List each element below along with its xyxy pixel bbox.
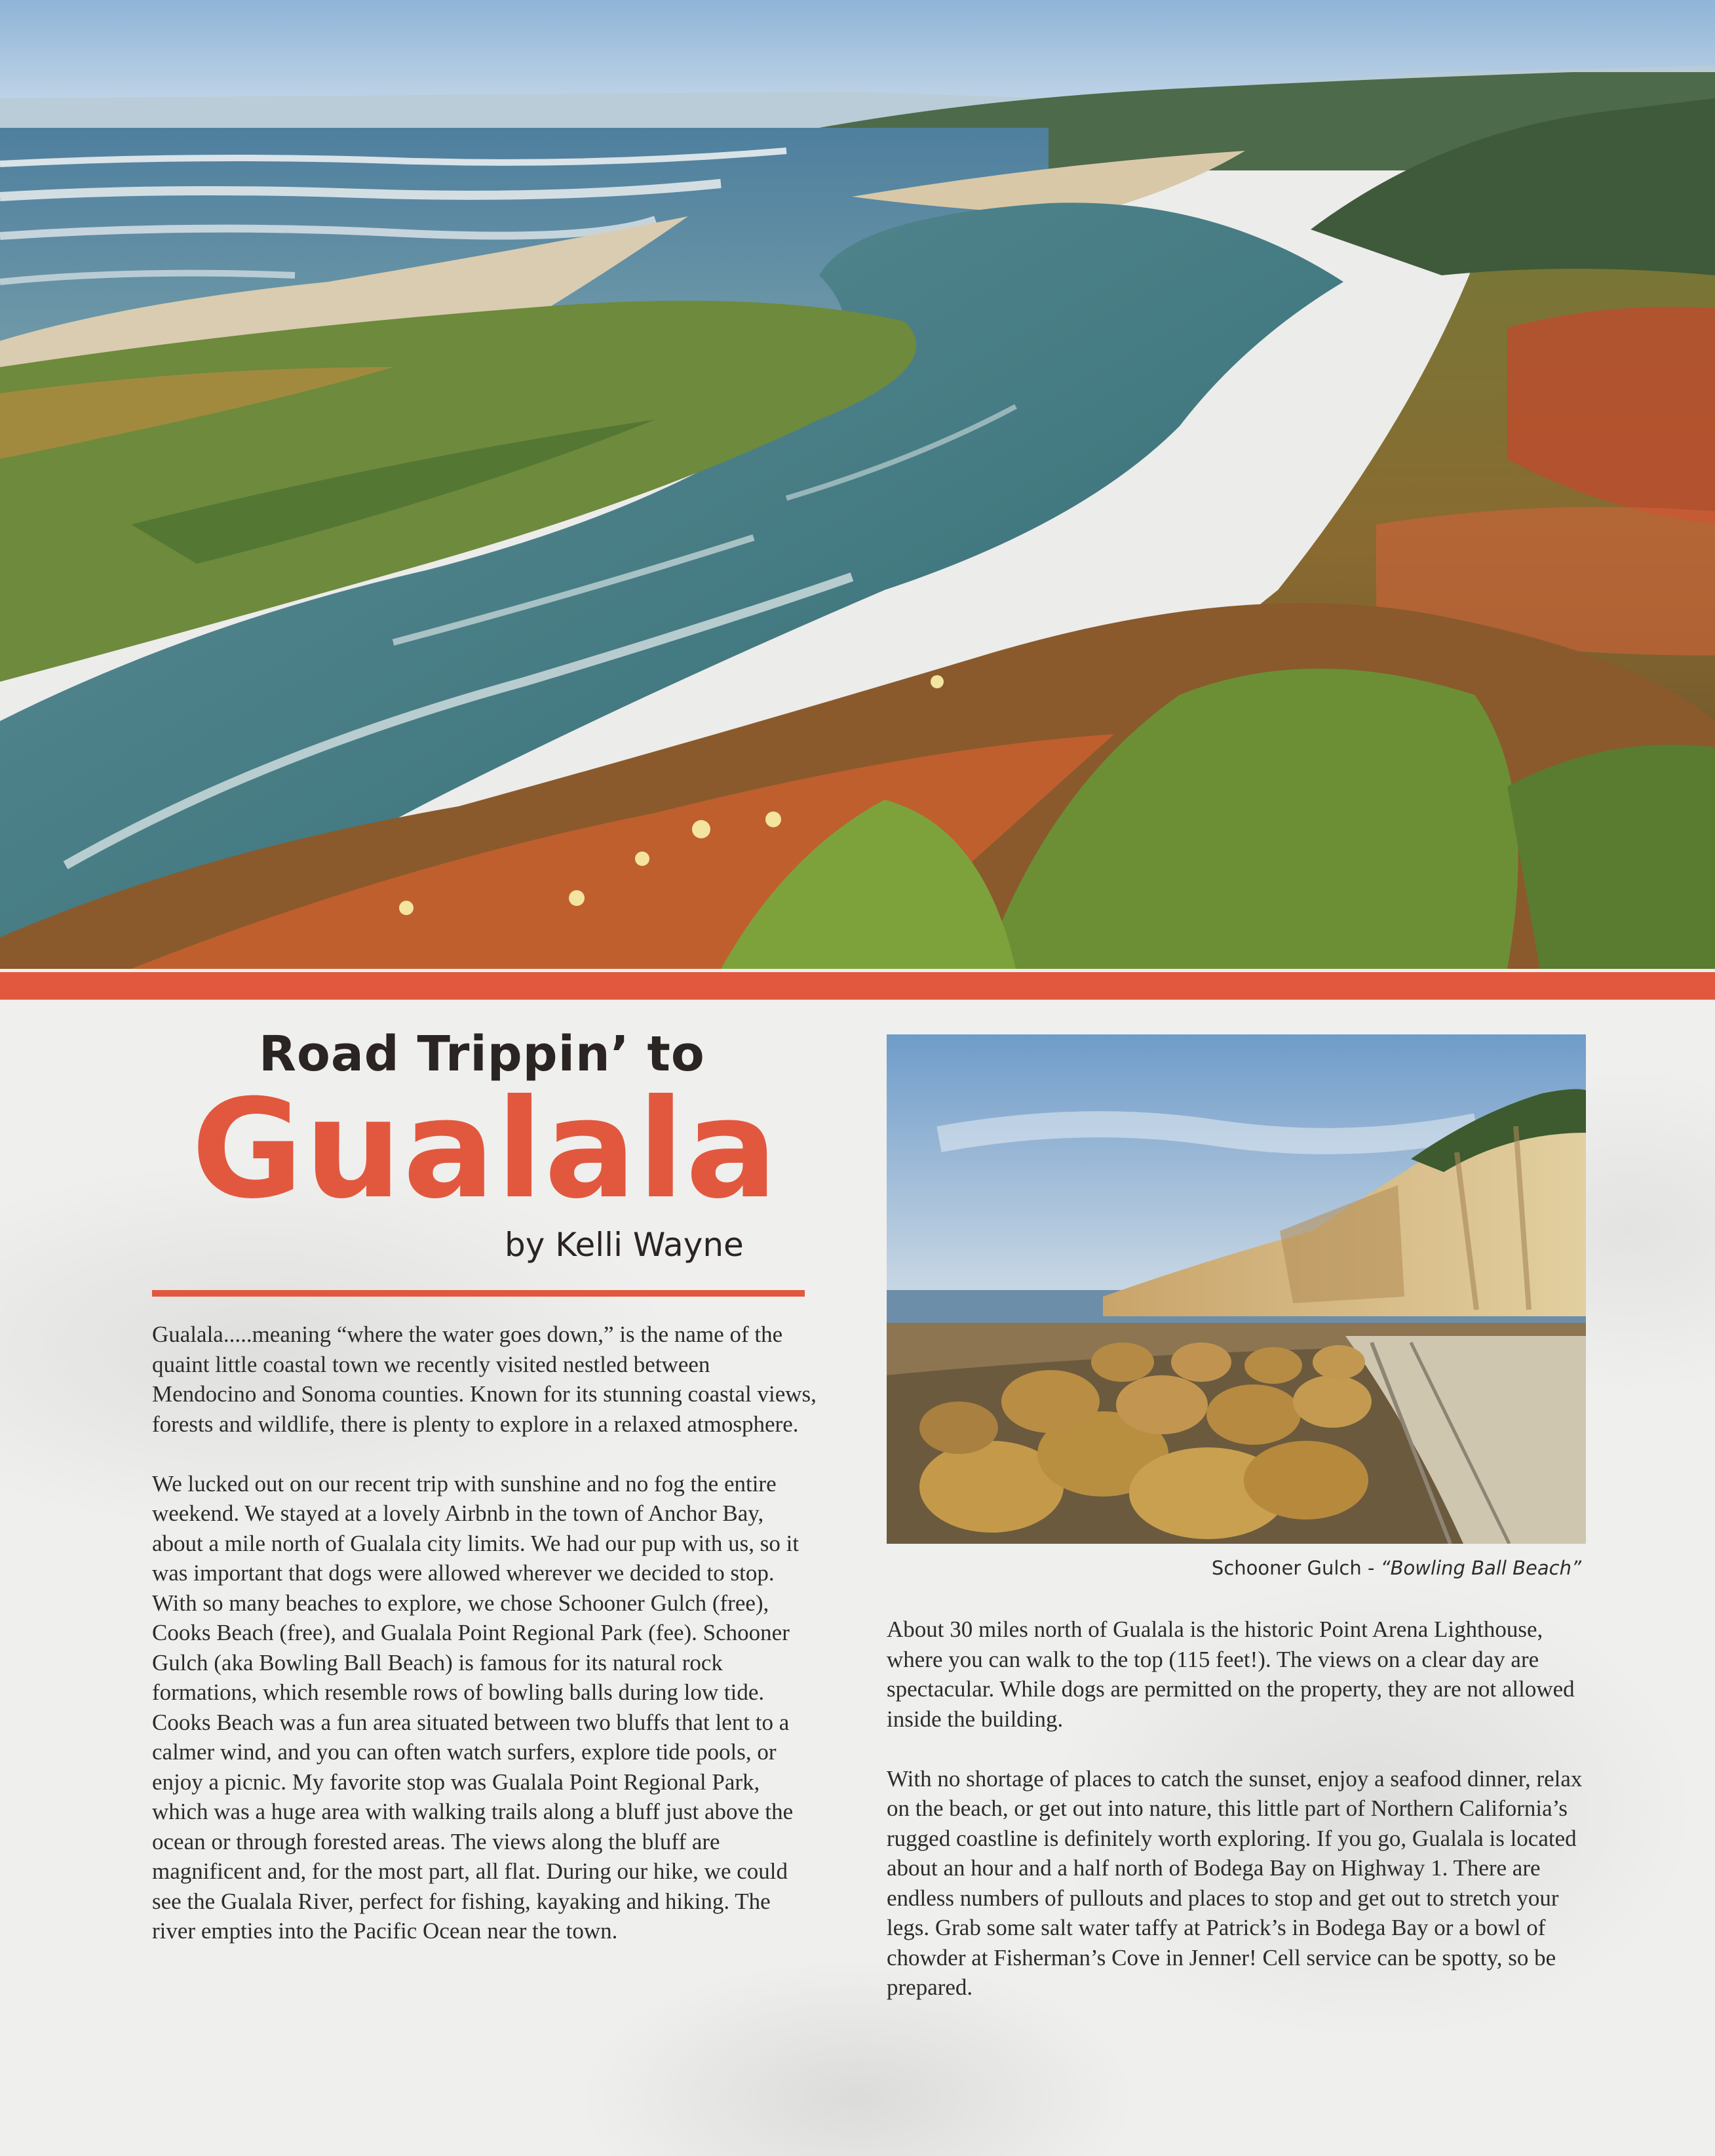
right-column (887, 1615, 1587, 2032)
title-rule (152, 1290, 805, 1297)
beach-photo (887, 1034, 1586, 1544)
caption-name: “Bowling Ball Beach” (1380, 1557, 1581, 1579)
caption-place: Schooner Gulch - (1211, 1557, 1381, 1579)
byline: by Kelli Wayne (505, 1226, 744, 1264)
paragraph: With no shortage of places to catch the sunset, enjoy a seafood dinner, relax on the beach, or get out into nature, this little part of Northern California’s rugged coastline is definitely worth exploring. If you go, Gualala is located about an hour and a half north of Bodega Bay on Highway 1. There are endless numbers of pullouts and places to stop and get out to stretch your legs. Grab some salt water taffy at Patrick’s in Bodega Bay or a bowl of chowder at Fisherman’s Cove in Jenner! Cell service can be spotty, so be prepared. (887, 1765, 1583, 2000)
left-column (152, 1320, 817, 1976)
title-line-2: Gualala (191, 1070, 779, 1229)
paragraph: Gualala.....meaning “where the water goes down,” is the name of the quaint little coastal town we recently visited nestled between Mendocino and Sonoma counties. Known for its stunning coastal views, forests and wildlife, there is plenty to explore in a relaxed atmosphere. (152, 1322, 817, 1437)
accent-stripe (0, 972, 1715, 1003)
hero-photo (0, 0, 1715, 969)
photo-caption (887, 1557, 1581, 1579)
title-line-1: Road Trippin’ to (259, 1026, 705, 1082)
paragraph: About 30 miles north of Gualala is the historic Point Arena Lighthouse, where you can walk to the top (115 feet!). The views on a clear day are spectacular. While dogs are permitted on the property, they are not allowed inside the building. (887, 1617, 1575, 1732)
paragraph: We lucked out on our recent trip with sunshine and no fog the entire weekend. We stayed at a lovely Airbnb in the town of Anchor Bay, about a mile north of Gualala city limits. We had our pup with us, so it was important that dogs were allowed wherever we decided to stop. With so many beaches to explore, we chose Schooner Gulch (free), Cooks Beach (free), and Gualala Point Regional Park (fee). Schooner Gulch (aka Bowling Ball Beach) is famous for its natural rock formations, which resemble rows of bowling balls during low tide. Cooks Beach was a fun area situated between two bluffs that lent to a calmer wind, and you can often watch surfers, explore tide pools, or enjoy a picnic. My favorite stop was Gualala Point Regional Park, which was a huge area with walking trails along a bluff just above the ocean or through forested areas. The views along the bluff are magnificent and, for the most part, all flat. During our hike, we could see the Gualala River, perfect for fishing, kayaking and hiking. The river empties into the Pacific Ocean near the town. (152, 1470, 800, 1944)
